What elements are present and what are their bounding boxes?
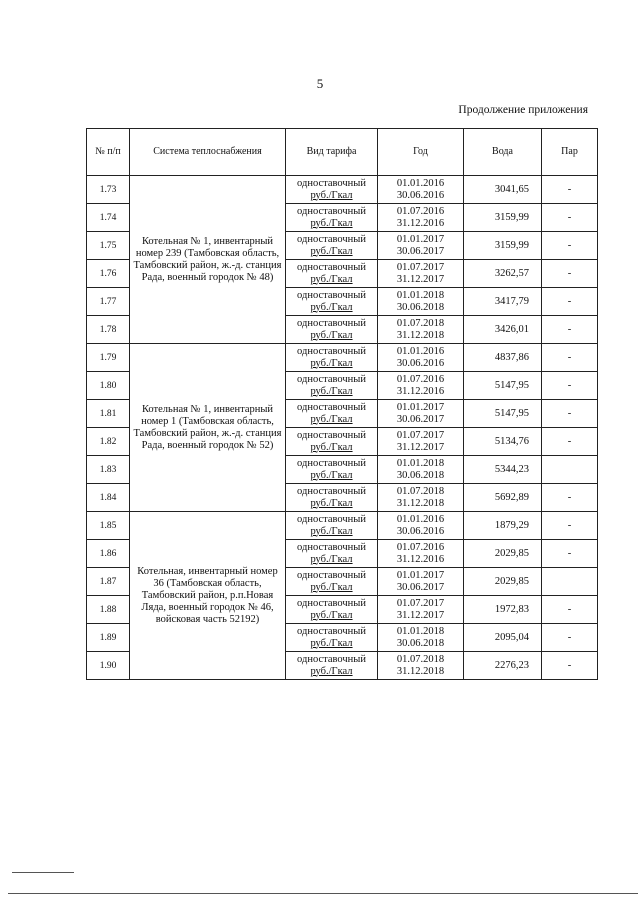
- row-number: 1.81: [87, 400, 130, 428]
- steam-tariff-value: -: [542, 260, 598, 288]
- tariff-type-cell: [286, 344, 378, 372]
- period-start: 01.07.2018: [396, 317, 445, 329]
- period-start: 01.01.2018: [396, 457, 445, 469]
- steam-tariff-value: -: [542, 288, 598, 316]
- steam-tariff-value: -: [542, 372, 598, 400]
- period-cell: [378, 652, 464, 680]
- tariff-unit-label: руб./Гкал: [310, 245, 353, 257]
- period-end: 31.12.2017: [396, 273, 445, 285]
- period-start: 01.07.2017: [396, 597, 445, 609]
- tariff-type-cell: [286, 232, 378, 260]
- tariff-type-cell: [286, 176, 378, 204]
- row-number: 1.83: [87, 456, 130, 484]
- tariff-unit-label: руб./Гкал: [310, 357, 353, 369]
- tariff-type-label: одноставочный: [297, 653, 366, 665]
- period-cell: [378, 232, 464, 260]
- tariff-unit-label: руб./Гкал: [310, 665, 353, 677]
- tariff-type-label: одноставочный: [297, 233, 366, 245]
- water-tariff-value: 3159,99: [464, 204, 542, 232]
- period-end: 30.06.2017: [396, 245, 445, 257]
- period-start: 01.07.2017: [396, 261, 445, 273]
- row-number: 1.80: [87, 372, 130, 400]
- row-number: 1.79: [87, 344, 130, 372]
- row-number: 1.75: [87, 232, 130, 260]
- water-tariff-value: 2095,04: [464, 624, 542, 652]
- period-end: 31.12.2017: [396, 441, 445, 453]
- period-start: 01.01.2017: [396, 569, 445, 581]
- header-num: № п/п: [87, 129, 130, 176]
- period-cell: [378, 540, 464, 568]
- period-cell: [378, 512, 464, 540]
- tariff-type-label: одноставочный: [297, 597, 366, 609]
- tariff-unit-label: руб./Гкал: [310, 637, 353, 649]
- row-number: 1.90: [87, 652, 130, 680]
- tariff-type-label: одноставочный: [297, 373, 366, 385]
- tariff-type-cell: [286, 596, 378, 624]
- steam-tariff-value: [542, 456, 598, 484]
- tariff-unit-label: руб./Гкал: [310, 469, 353, 481]
- footer-rule-left: [12, 872, 74, 873]
- tariff-type-cell: [286, 204, 378, 232]
- tariff-unit-label: руб./Гкал: [310, 553, 353, 565]
- steam-tariff-value: -: [542, 232, 598, 260]
- tariff-type-cell: [286, 512, 378, 540]
- period-end: 30.06.2016: [396, 189, 445, 201]
- tariff-type-label: одноставочный: [297, 625, 366, 637]
- steam-tariff-value: -: [542, 596, 598, 624]
- tariff-type-label: одноставочный: [297, 261, 366, 273]
- tariff-type-label: одноставочный: [297, 401, 366, 413]
- period-start: 01.01.2016: [396, 513, 445, 525]
- water-tariff-value: 5692,89: [464, 484, 542, 512]
- row-number: 1.86: [87, 540, 130, 568]
- appendix-continuation-note: Продолжение приложения: [458, 104, 588, 116]
- tariff-type-cell: [286, 400, 378, 428]
- tariff-type-cell: [286, 428, 378, 456]
- steam-tariff-value: -: [542, 624, 598, 652]
- heating-system-name: Котельная № 1, инвентарный номер 239 (Тамбовская область, Тамбовский район, ж.-д. станция Рада, военный городок № 48): [130, 176, 286, 344]
- steam-tariff-value: [542, 568, 598, 596]
- row-number: 1.78: [87, 316, 130, 344]
- water-tariff-value: 3041,65: [464, 176, 542, 204]
- tariff-unit-label: руб./Гкал: [310, 441, 353, 453]
- tariff-unit-label: руб./Гкал: [310, 273, 353, 285]
- tariff-type-cell: [286, 316, 378, 344]
- water-tariff-value: 5344,23: [464, 456, 542, 484]
- row-number: 1.88: [87, 596, 130, 624]
- period-end: 31.12.2018: [396, 329, 445, 341]
- tariff-unit-label: руб./Гкал: [310, 329, 353, 341]
- steam-tariff-value: -: [542, 652, 598, 680]
- period-end: 31.12.2018: [396, 497, 445, 509]
- tariff-type-cell: [286, 372, 378, 400]
- period-cell: [378, 400, 464, 428]
- steam-tariff-value: -: [542, 176, 598, 204]
- period-end: 30.06.2017: [396, 413, 445, 425]
- water-tariff-value: 3426,01: [464, 316, 542, 344]
- tariff-unit-label: руб./Гкал: [310, 385, 353, 397]
- water-tariff-value: 3417,79: [464, 288, 542, 316]
- period-cell: [378, 456, 464, 484]
- water-tariff-value: 1972,83: [464, 596, 542, 624]
- header-system: Система теплоснабжения: [130, 129, 286, 176]
- table-row: [87, 176, 598, 204]
- row-number: 1.76: [87, 260, 130, 288]
- row-number: 1.82: [87, 428, 130, 456]
- footer-rule-bottom: [8, 893, 638, 894]
- period-cell: [378, 428, 464, 456]
- period-start: 01.01.2018: [396, 289, 445, 301]
- tariff-type-cell: [286, 456, 378, 484]
- steam-tariff-value: -: [542, 540, 598, 568]
- tariff-type-label: одноставочный: [297, 485, 366, 497]
- heating-system-name: Котельная № 1, инвентарный номер 1 (Тамбовская область, Тамбовский район, ж.-д. станция Рада, военный городок № 52): [130, 344, 286, 512]
- period-cell: [378, 624, 464, 652]
- tariff-type-label: одноставочный: [297, 177, 366, 189]
- period-start: 01.07.2017: [396, 429, 445, 441]
- tariff-type-label: одноставочный: [297, 289, 366, 301]
- steam-tariff-value: -: [542, 316, 598, 344]
- row-number: 1.84: [87, 484, 130, 512]
- steam-tariff-value: -: [542, 204, 598, 232]
- page-number: 5: [316, 76, 324, 91]
- water-tariff-value: 2029,85: [464, 540, 542, 568]
- steam-tariff-value: -: [542, 512, 598, 540]
- tariff-type-label: одноставочный: [297, 205, 366, 217]
- water-tariff-value: 2276,23: [464, 652, 542, 680]
- tariff-type-label: одноставочный: [297, 569, 366, 581]
- heating-system-name: Котельная, инвентарный номер 36 (Тамбовская область, Тамбовский район, р.п.Новая Ляда, военный городок № 46, войсковая часть 52192): [130, 512, 286, 680]
- period-end: 30.06.2018: [396, 469, 445, 481]
- period-cell: [378, 372, 464, 400]
- steam-tariff-value: -: [542, 400, 598, 428]
- water-tariff-value: 1879,29: [464, 512, 542, 540]
- tariff-type-cell: [286, 568, 378, 596]
- period-start: 01.01.2016: [396, 345, 445, 357]
- tariff-unit-label: руб./Гкал: [310, 189, 353, 201]
- tariff-type-label: одноставочный: [297, 541, 366, 553]
- period-cell: [378, 176, 464, 204]
- period-end: 31.12.2016: [396, 217, 445, 229]
- period-cell: [378, 484, 464, 512]
- period-cell: [378, 344, 464, 372]
- period-start: 01.07.2018: [396, 485, 445, 497]
- row-number: 1.77: [87, 288, 130, 316]
- period-cell: [378, 288, 464, 316]
- period-start: 01.07.2018: [396, 653, 445, 665]
- period-start: 01.07.2016: [396, 373, 445, 385]
- header-year: Год: [378, 129, 464, 176]
- tariff-unit-label: руб./Гкал: [310, 217, 353, 229]
- tariff-type-label: одноставочный: [297, 513, 366, 525]
- tariff-type-cell: [286, 540, 378, 568]
- period-cell: [378, 260, 464, 288]
- table-row: [87, 344, 598, 372]
- period-end: 31.12.2016: [396, 553, 445, 565]
- period-start: 01.01.2017: [396, 233, 445, 245]
- row-number: 1.87: [87, 568, 130, 596]
- water-tariff-value: 4837,86: [464, 344, 542, 372]
- tariff-type-label: одноставочный: [297, 457, 366, 469]
- period-start: 01.01.2018: [396, 625, 445, 637]
- tariff-type-cell: [286, 624, 378, 652]
- row-number: 1.73: [87, 176, 130, 204]
- period-end: 30.06.2017: [396, 581, 445, 593]
- period-end: 30.06.2018: [396, 301, 445, 313]
- tariff-type-label: одноставочный: [297, 429, 366, 441]
- tariff-type-cell: [286, 260, 378, 288]
- steam-tariff-value: -: [542, 428, 598, 456]
- period-cell: [378, 568, 464, 596]
- table-row: [87, 512, 598, 540]
- water-tariff-value: 5147,95: [464, 372, 542, 400]
- tariff-unit-label: руб./Гкал: [310, 413, 353, 425]
- period-end: 30.06.2018: [396, 637, 445, 649]
- tariff-unit-label: руб./Гкал: [310, 609, 353, 621]
- tariff-unit-label: руб./Гкал: [310, 497, 353, 509]
- period-end: 30.06.2016: [396, 525, 445, 537]
- period-cell: [378, 596, 464, 624]
- water-tariff-value: 5134,76: [464, 428, 542, 456]
- period-start: 01.07.2016: [396, 205, 445, 217]
- period-start: 01.01.2017: [396, 401, 445, 413]
- tariff-type-label: одноставочный: [297, 317, 366, 329]
- tariff-unit-label: руб./Гкал: [310, 525, 353, 537]
- period-cell: [378, 204, 464, 232]
- tariff-type-cell: [286, 288, 378, 316]
- period-cell: [378, 316, 464, 344]
- tariff-type-cell: [286, 652, 378, 680]
- row-number: 1.85: [87, 512, 130, 540]
- water-tariff-value: 3262,57: [464, 260, 542, 288]
- period-start: 01.01.2016: [396, 177, 445, 189]
- row-number: 1.74: [87, 204, 130, 232]
- tariff-unit-label: руб./Гкал: [310, 581, 353, 593]
- header-water: Вода: [464, 129, 542, 176]
- tariff-unit-label: руб./Гкал: [310, 301, 353, 313]
- tariff-type-label: одноставочный: [297, 345, 366, 357]
- header-tariff-type: Вид тарифа: [286, 129, 378, 176]
- period-end: 31.12.2017: [396, 609, 445, 621]
- period-end: 30.06.2016: [396, 357, 445, 369]
- water-tariff-value: 2029,85: [464, 568, 542, 596]
- tariff-table: [86, 128, 598, 680]
- table-header-row: [87, 129, 598, 176]
- steam-tariff-value: -: [542, 344, 598, 372]
- steam-tariff-value: -: [542, 484, 598, 512]
- period-end: 31.12.2018: [396, 665, 445, 677]
- period-start: 01.07.2016: [396, 541, 445, 553]
- tariff-type-cell: [286, 484, 378, 512]
- water-tariff-value: 3159,99: [464, 232, 542, 260]
- header-steam: Пар: [542, 129, 598, 176]
- row-number: 1.89: [87, 624, 130, 652]
- period-end: 31.12.2016: [396, 385, 445, 397]
- water-tariff-value: 5147,95: [464, 400, 542, 428]
